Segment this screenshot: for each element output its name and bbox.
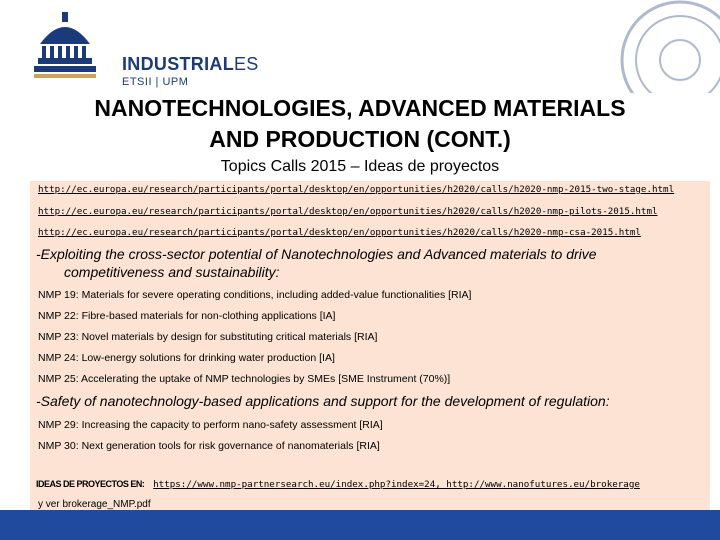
slide-subtitle: Topics Calls 2015 – Ideas de proyectos — [220, 158, 500, 175]
slide-title: NANOTECHNOLOGIES, ADVANCED MATERIALS AND PRODUCTION (CONT.) — [94, 95, 626, 152]
logo — [32, 8, 272, 86]
content-panel — [30, 181, 710, 530]
ideas-note: y ver brokerage_NMP.pdf — [38, 499, 151, 510]
logo-subtitle: ETSII | UPM — [122, 76, 189, 88]
dome-logo-icon — [32, 8, 112, 86]
logo-title: INDUSTRIALES — [122, 54, 259, 74]
topic-item: NMP 22: Fibre-based materials for non-clothing applications [IA] — [38, 310, 336, 322]
topic-item: NMP 30: Next generation tools for risk governance of nanomaterials [RIA] — [38, 440, 380, 452]
top-bar — [0, 0, 720, 93]
section-heading-nanotech: -Exploiting the cross-sector potential of Nanotechnologies and Advanced materials to drive competitiveness and sustainability: — [36, 246, 597, 280]
topic-item: NMP 24: Low-energy solutions for drinking water production [IA] — [38, 352, 335, 364]
ideas-label: IDEAS DE PROYECTOS EN: — [36, 479, 145, 489]
bottom-bar — [0, 510, 720, 540]
topic-item: NMP 23: Novel materials by design for substituting critical materials [RIA] — [38, 331, 378, 343]
topic-item: NMP 25: Accelerating the uptake of NMP technologies by SMEs [SME Instrument (70%)] — [38, 373, 451, 385]
topic-item: NMP 19: Materials for severe operating conditions, including added-value functionalities [RIA] — [38, 289, 472, 301]
call-link-pilots[interactable]: http://ec.europa.eu/research/participants/portal/desktop/en/opportunities/h2020/calls/h2020-nmp-pilots-2015.html — [38, 206, 658, 217]
topic-item: NMP 29: Increasing the capacity to perform nano-safety assessment [RIA] — [38, 419, 383, 431]
call-link-csa[interactable]: http://ec.europa.eu/research/participants/portal/desktop/en/opportunities/h2020/calls/h2020-nmp-csa-2015.html — [38, 227, 641, 238]
call-link-two-stage[interactable]: http://ec.europa.eu/research/participants/portal/desktop/en/opportunities/h2020/calls/h2020-nmp-2015-two-stage.html — [38, 184, 675, 195]
section-heading-safety: -Safety of nanotechnology-based applications and support for the development of regulation: — [36, 393, 610, 409]
ideas-line — [36, 479, 640, 490]
ideas-links[interactable]: https://www.nmp-partnersearch.eu/index.php?index=24, http://www.nanofutures.eu/brokerage — [153, 479, 640, 490]
